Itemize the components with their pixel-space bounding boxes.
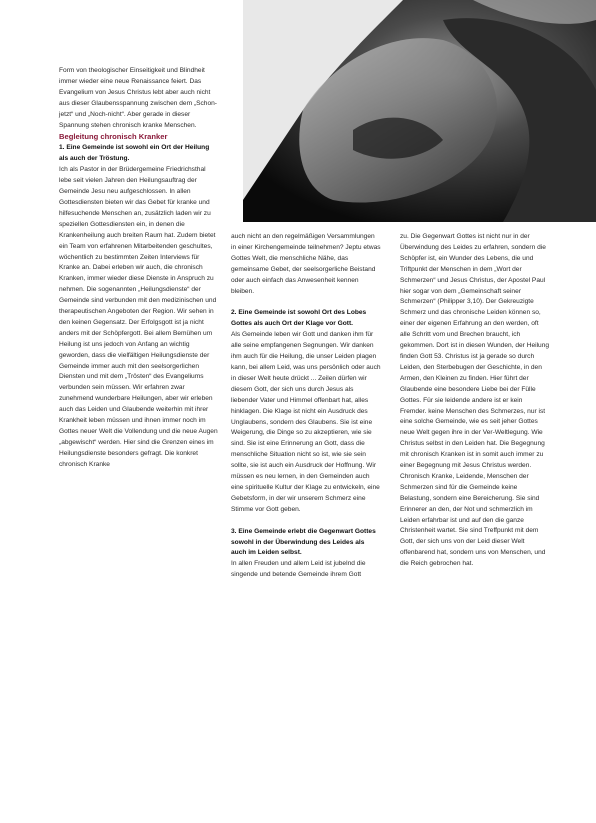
- column-3: [400, 232, 550, 570]
- column-2: [231, 232, 381, 581]
- intro-paragraph: Form von theologischer Einseitigkeit und Blindheit immer wieder eine neue Renaissance feiert. Das Evangelium von Jesus Christus lebt aber auch nicht aus dieser Glaubensspannung zwischen dem „Schon-jetzt“ und „Noch-nicht“. Aber gerade in dieser Spannung stehen chronisch kranke Menschen.: [59, 67, 217, 129]
- point-3-heading: 3. Eine Gemeinde erlebt die Gegenwart Gottes sowohl in der Überwindung des Leides als auch im Leiden selbst.: [231, 527, 376, 557]
- column-3-paragraph: zu. Die Gegenwart Gottes ist nicht nur in der Überwindung des Leides zu erfahren, sondern die Schöpfer ist, ein Wunder des Lebens, die und Triftpunkt der Menschen in dem „Wort der Schmerzen“ und Jesus Christus, der Apostel Paul hier sogar von dem „Gemeinschaft seiner Schmerzen“ (Philipper 3,10). Der Gekreuzigte Schmerz und das chronische Leiden können so, einer der eigenen Erfahrung an den werden, oft alle Schritt vom und Brechen braucht, ich gekommen. Dort ist in diesen Wunden, der Heilung finden Gott 53. Christus ist ja gerade so durch Leiden, den Sterbebugen der Geschichte, in den Armen, den Kleinen zu finden. Hier führt der Glaubende eine besondere Liebe bei der Fülle Gottes. Für sie leidende andere ist er kein Fremder. keine Menschen des Schmerzes, nur ist eine solche Gemeinde, wie es seit jeher Gottes neue Welt gegen ihre in der Ver-Weltlegung. Wie Christus selbst in den Leiden hat. Die Begegnung mit chronisch Kranken ist in somit auch immer zu einer Begegnung mit Jesus Christus werden. Chronisch Kranke, Leidende, Menschen der Schmerzen sind für die Gemeinde keine Belastung, sondern eine Bereicherung. Sie sind Erinnerer an den, der Not und schmerzlich im Leiden erfahrbar ist und auf den die ganze Christenheit wartet. Sie sind Treffpunkt mit dem Gott, der sich uns von der Leid dieser Welt offenbarend hat, sondern uns von Menschen, und die Reich gebrochen hat.: [400, 233, 550, 568]
- column-2-paragraph: auch nicht an den regelmäßigen Versammlungen in einer Kirchengemeinde teilnehmen? Jeptu etwas Gottes Welt, die menschliche Nähe, das gemeinsame Gebet, der seelsorgerliche Beistand oder auch einfach das Anwesenheit kennen bleiben.: [231, 233, 381, 295]
- sculpture-photo-graphic: [243, 0, 596, 222]
- point-2-heading: 2. Eine Gemeinde ist sowohl Ort des Lobes Gottes als auch Ort der Klage vor Gott.: [231, 309, 367, 328]
- point-1-text: Ich als Pastor in der Brüdergemeine Friedrichsthal lebe seit vielen Jahren den Heilungsauftrag der Gemeinde Jesu neu aufgeschlossen. In allen Gottesdiensten bieten wir das Gebet für kranke und hilfesuchende Menschen an, zusätzlich laden wir zu speziellen Gottesdiensten ein, in denen die Krankenheilung auch breiten Raum hat. Zudem bietet ein Team von erfahrenen Mitarbeitenden geschultes, wöchentlich zu bestimmten Zeiten Interviews für Kranke an. Dabei erleben wir auch, die chronisch Kranken, immer wieder diese Dienste in Anspruch zu nehmen. Die sogenannten „Heilungsdienste“ der Gemeinde sind verbunden mit den medizinischen und therapeutischen Angeboten der Region. Wir sehen in den keinen Gegensatz. Der Erfolgsgott ist ja nicht anders mit der Schöpfergott. Bei allem Bemühen um Heilung ist uns jedoch von Anfang an wichtig geworden, dass die vielfältigen Heilungsdienste der Gemeinde immer auch mit den seelsorgerlichen Diensten und mit dem „Trösten“ des Evangeliums verbunden sein müssen. Wir erfahren zwar zunehmend wunderbare Heilungen, aber wir erleben auch das Leiden und Glaubende weiterhin mit ihrer Krankheit leben müssen und ihnen immer noch im Gottes neuer Welt die Vollendung und die neue Augen „abgewischt“ werden. Hier sind die Grenzen eines im Heilungsdienste besonders gefragt. Die konkret chronisch Kranke: [59, 166, 218, 468]
- point-2-text: Als Gemeinde leben wir Gott und danken ihm für alle seine empfangenen Segnungen. Wir danken ihm auch für die Heilung, die unser Leiden plagen kann, bei allem Leid, was uns persönlich oder auch in dieser Welt heute drückt ... Zeilen dürfen wir diesem Gott, der sich uns durch Jesus als liebender Vater und Himmel offenbart hat, alles hinklagen. Die Klage ist nicht ein Ausdruck des Unglaubens, sondern des Glaubens. Sie ist eine Weigerung, die Dinge so zu akzeptieren, wie sie sind. Sie ist eine Erinnerung an Gott, dass die menschliche Situation nicht so ist, wie sie sein sollte, sie ist auch ein Ausdruck der Hoffnung. Wir müssen es neu lernen, in den Gemeinden auch eine spirituelle Kultur der Klage zu entwickeln, eine Gebetsform, in der wir unserem Schmerz eine Stimme vor Gott geben.: [231, 331, 381, 513]
- hero-photo: [243, 0, 596, 222]
- point-3-text: In allen Freuden und allem Leid ist jubelnd die singende und betende Gemeinde ihrem Gott: [231, 560, 366, 579]
- point-1-heading: 1. Eine Gemeinde ist sowohl ein Ort der Heilung als auch der Tröstung.: [59, 144, 210, 163]
- section-heading: Begleitung chronisch Kranker: [59, 132, 168, 142]
- column-1: [59, 66, 219, 471]
